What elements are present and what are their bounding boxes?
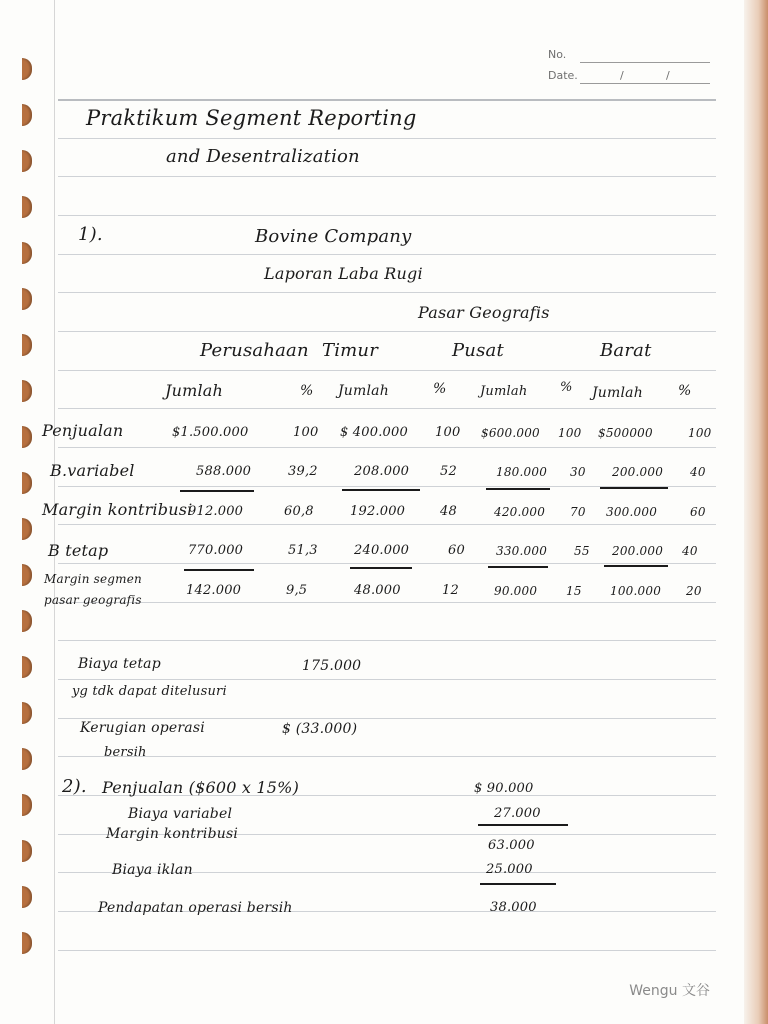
- table-cell: 20: [686, 584, 702, 598]
- binding-hole: [22, 472, 32, 494]
- table-cell: 180.000: [496, 465, 548, 479]
- ruled-line: [58, 718, 716, 719]
- table-cell: $500000: [598, 426, 653, 440]
- table-cell: 60: [690, 505, 706, 519]
- underline: [342, 489, 420, 491]
- binding-hole: [22, 518, 32, 540]
- underline: [350, 567, 412, 569]
- binding-hole: [22, 58, 32, 80]
- q2-advertising-label: Biaya iklan: [112, 862, 193, 878]
- date-slash: /: [666, 69, 670, 82]
- date-label: Date.: [548, 69, 578, 82]
- row-label: B tetap: [48, 541, 109, 560]
- table-cell: 60,8: [284, 504, 314, 519]
- net-loss-value: $ (33.000): [282, 721, 358, 737]
- table-cell: 420.000: [494, 505, 546, 519]
- ruled-line: [58, 408, 716, 409]
- binding-hole: [22, 610, 32, 632]
- binding-hole: [22, 380, 32, 402]
- table-cell: 330.000: [496, 544, 548, 558]
- report-title: Laporan Laba Rugi: [264, 264, 423, 283]
- underline: [180, 490, 254, 492]
- binding-hole: [22, 242, 32, 264]
- segment-header: Barat: [600, 340, 652, 361]
- segment-header: Perusahaan: [200, 340, 309, 361]
- table-cell: 100: [435, 425, 461, 440]
- no-label: No.: [548, 48, 567, 61]
- table-cell: 588.000: [196, 464, 252, 479]
- table-cell: 40: [682, 544, 698, 558]
- date-line: [580, 83, 710, 84]
- ruled-line: [58, 563, 716, 564]
- q2-variable-cost-label: Biaya variabel: [128, 806, 233, 822]
- table-cell: 30: [570, 465, 586, 479]
- q2-net-income-value: 38.000: [490, 900, 537, 915]
- table-cell: 40: [690, 465, 706, 479]
- column-header: %: [300, 383, 314, 399]
- binding-hole: [22, 288, 32, 310]
- segment-header: Pusat: [452, 340, 504, 361]
- underline: [488, 566, 548, 568]
- table-cell: 200.000: [612, 544, 664, 558]
- binding-hole: [22, 150, 32, 172]
- column-header: Jumlah: [338, 383, 389, 399]
- table-cell: 55: [574, 544, 590, 558]
- ruled-line: [58, 99, 716, 101]
- segment-group: Pasar Geografis: [418, 303, 550, 322]
- binding-hole: [22, 564, 32, 586]
- untraceable-cost-value: 175.000: [302, 658, 362, 674]
- ruled-line: [58, 756, 716, 757]
- row-label-continued: pasar geografis: [44, 593, 142, 607]
- underline: [604, 565, 668, 567]
- ruled-line: [58, 254, 716, 255]
- binding-hole: [22, 196, 32, 218]
- table-cell: 912.000: [188, 504, 244, 519]
- table-cell: 48.000: [354, 583, 401, 598]
- untraceable-cost-label-continued: yg tdk dapat ditelusuri: [72, 684, 227, 699]
- column-header: %: [433, 381, 447, 397]
- q2-net-income-label: Pendapatan operasi bersih: [98, 900, 293, 916]
- question-2-number: 2).: [62, 776, 87, 797]
- row-label: Margin kontribusi: [42, 500, 193, 519]
- table-cell: 100.000: [610, 584, 662, 598]
- ruled-line: [58, 679, 716, 680]
- q2-sales-label: Penjualan ($600 x 15%): [102, 778, 300, 797]
- row-label: Margin segmen: [44, 572, 142, 586]
- ruled-line: [58, 292, 716, 293]
- ruled-line: [58, 950, 716, 951]
- binding-hole: [22, 840, 32, 862]
- binding-hole: [22, 886, 32, 908]
- table-cell: 52: [440, 464, 457, 479]
- table-cell: 48: [440, 504, 457, 519]
- segment-header: Timur: [322, 340, 379, 361]
- binding-hole: [22, 104, 32, 126]
- table-cell: $ 400.000: [340, 425, 408, 440]
- table-cell: 100: [293, 425, 319, 440]
- underline: [184, 569, 254, 571]
- ruled-line: [58, 215, 716, 216]
- table-cell: 142.000: [186, 583, 242, 598]
- binding-hole: [22, 334, 32, 356]
- table-cell: 60: [448, 543, 465, 558]
- binding-hole: [22, 932, 32, 954]
- ruled-line: [58, 640, 716, 641]
- column-header: Jumlah: [592, 385, 643, 401]
- underline: [478, 824, 568, 826]
- ruled-line: [58, 370, 716, 371]
- ruled-line: [58, 331, 716, 332]
- q2-advertising-value: 25.000: [486, 862, 533, 877]
- table-cell: $1.500.000: [172, 425, 249, 440]
- table-cell: 39,2: [288, 464, 318, 479]
- column-header: %: [560, 380, 573, 395]
- table-cell: 300.000: [606, 505, 658, 519]
- column-header: Jumlah: [165, 381, 224, 400]
- table-cell: 12: [442, 583, 459, 598]
- q2-margin-label: Margin kontribusi: [106, 826, 239, 842]
- binding-hole: [22, 656, 32, 678]
- ruled-line: [58, 138, 716, 139]
- table-cell: 100: [688, 426, 712, 440]
- no-line: [580, 62, 710, 63]
- page-subtitle: and Desentralization: [166, 146, 360, 167]
- row-label: Penjualan: [42, 421, 124, 440]
- table-cell: 100: [558, 426, 582, 440]
- question-1-number: 1).: [78, 224, 103, 245]
- untraceable-cost-label: Biaya tetap: [78, 656, 161, 672]
- ruled-line: [58, 176, 716, 177]
- underline: [486, 488, 550, 490]
- underline: [600, 487, 668, 489]
- page-title: Praktikum Segment Reporting: [86, 106, 417, 130]
- row-label: B.variabel: [50, 461, 135, 480]
- table-cell: 70: [570, 505, 586, 519]
- table-cell: 200.000: [612, 465, 664, 479]
- net-loss-label-continued: bersih: [104, 745, 147, 760]
- table-cell: 90.000: [494, 584, 538, 598]
- q2-margin-value: 63.000: [488, 838, 535, 853]
- page-edge: [744, 0, 768, 1024]
- table-cell: 9,5: [286, 583, 308, 598]
- table-cell: 208.000: [354, 464, 410, 479]
- date-slash: /: [620, 69, 624, 82]
- column-header: %: [678, 383, 692, 399]
- net-loss-label: Kerugian operasi: [80, 720, 205, 736]
- notebook-brand-logo: Wengu 文谷: [629, 983, 710, 999]
- underline: [480, 883, 556, 885]
- table-cell: 192.000: [350, 504, 406, 519]
- table-cell: $600.000: [481, 426, 540, 440]
- company-name: Bovine Company: [255, 226, 412, 247]
- q2-variable-cost-value: 27.000: [494, 806, 541, 821]
- binding-hole: [22, 794, 32, 816]
- table-cell: 770.000: [188, 543, 244, 558]
- q2-sales-value: $ 90.000: [474, 781, 534, 796]
- column-header: Jumlah: [480, 384, 528, 399]
- binding-hole: [22, 748, 32, 770]
- binding-hole: [22, 702, 32, 724]
- ruled-line: [58, 447, 716, 448]
- table-cell: 240.000: [354, 543, 410, 558]
- ruled-line: [58, 602, 716, 603]
- table-cell: 15: [566, 584, 582, 598]
- table-cell: 51,3: [288, 543, 318, 558]
- ruled-line: [58, 524, 716, 525]
- binding-hole: [22, 426, 32, 448]
